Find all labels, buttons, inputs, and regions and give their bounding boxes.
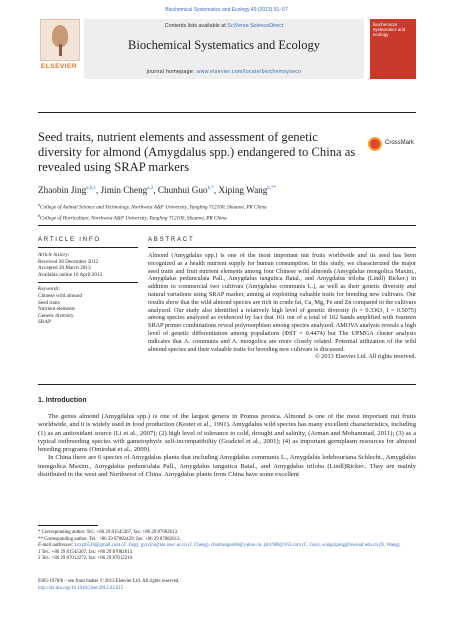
publisher-name: ELSEVIER [40,63,78,70]
intro-paragraph: In China there are 6 species of Amygdalus plants that including Amygdalus communis L., Amygdalus ledebouriana Schlecht., Amygdalus mongolica Maxim., Amygdalus pedunculata Pall., Amygdalus tangutica Batal., and Amygdalus triloba (Lindl)Ricker.. They are mainly distributed in the west and Northwest of China. Amygdalus plants from China have some excellent [38,454,416,479]
author-sup[interactable]: a,b,1 [86,185,96,191]
article-title: Seed traits, nutrient elements and assessment of genetic diversity for almond (Amygdalus spp.) endangered to China as revealed using SRAP markers [38,130,356,174]
info-separator [38,282,138,283]
footnote-corresponding-2: ** Corresponding author. Tel.: +86 29 87082429; fax: +86 29 87082613. [38,536,181,542]
email-addresses[interactable]: zxxjzb520@gmail.com (Z. Jing), gyzcjm@ms.iswc.ac.cn (J. Cheng), chunhuiguo66@yahoo.cn, jzb1980@163.com (C. Guo), wangxiping@nwsuaf.edu.cn (X. Wang). [74,543,401,548]
author-name[interactable]: Zhaobin Jing [38,185,87,195]
introduction-body [38,413,416,479]
footnote-2: 2 Tel.: +86 29 87012272; fax: +86 29 87012210. [38,556,134,561]
masthead-center [84,19,364,79]
footnote-emails: E-mail addresses: zxxjzb520@gmail.com (Z. Jing), gyzcjm@ms.iswc.ac.cn (J. Cheng), chunhuiguo66@yahoo.cn, jzb1980@163.com (C. Guo), wangxiping@nwsuaf.edu.cn (X. Wang). [38,543,401,548]
homepage-prefix: journal homepage: [146,69,197,75]
abstract-heading-rule [148,247,416,248]
crossmark-label: CrossMark [385,140,415,146]
footnote-1: 1 Tel.: +86 29 81545367; fax: +86 29 87082613. [38,549,134,555]
masthead-rule [38,112,416,113]
footnotes [38,530,416,563]
keywords-label: Keywords: [38,286,61,293]
info-heading-rule [38,247,138,248]
article-info-panel [38,252,138,326]
abstract-body [148,252,416,361]
elsevier-logo[interactable] [38,19,80,79]
sciencedirect-link[interactable]: SciVerse ScienceDirect [227,23,284,29]
keyword-item: Genetic diversity [38,312,74,319]
contents-prefix: Contents lists available at [164,23,228,29]
elsevier-tree-icon [40,19,80,61]
journal-homepage [84,69,364,75]
abstract-text: Almond (Amygdalus spp.) is one of the most important nut fruits worldwide and its seed has been recognized as a health nutrient supply for human consumption. In this study, we characterized the major seed traits and fruit nutrient elements among four Chinese wild almonds (Amygdalus mongolica Maxim., Amygdalus pedunculata Pall., Amygdalus tangutica Batal., and Amygdalus triloba (Lindl) Ricker.) in addition to commercial two cultivars (Amygdalus communis L.), as well as their genetic diversity and natural variations using SRAP marker, aiming at exploiting valuable traits for breeding new cultivars. Our results show that the wild almond species are rich in crude fat, Ca, Mg, Fe and Zn compared to the cultivars analyzed. Our study also identified a relatively high level of genetic diversity (h = 0.3363, I = 0.5075) among species analyzed as evidenced by fact that 161 out of a total of 162 bands amplified with fourteen SRAP primer combinations reveal polymorphism among species analyzed. AMOVA analysis reveals a high level of genetic differentiation among populations (ΦST = 0.4474) but The UPMGA cluster analysis indicates that A. communis and A. mongolica are more closely related. Potential utilization of the wild almond species and their valuable traits for breeding new cultivars is discussed. [148,252,416,353]
keyword-item: Nutrient elements [38,306,76,313]
author-sup[interactable]: b,* [207,185,214,191]
running-head[interactable]: Biochemical Systematics and Ecology 49 (2013) 51–57 [165,7,288,13]
journal-masthead [38,19,416,81]
history-label: Article history: [38,252,70,258]
author-name[interactable]: Xiping Wang [218,185,268,195]
journal-cover-thumbnail[interactable]: biochemical systematics and ecology [370,19,416,79]
history-received: Received 28 December 2012 [38,258,99,265]
author-name[interactable]: Jimin Cheng [100,185,148,195]
author-sup[interactable]: a,2 [147,185,154,191]
journal-title: Biochemical Systematics and Ecology [128,38,320,52]
introduction-heading: 1. Introduction [38,397,87,404]
affiliation-rule [38,225,416,226]
author-name[interactable]: Chunhui Guo [157,185,208,195]
keyword-item: Chinese wild almond [38,292,83,299]
footnote-rule [38,525,98,526]
footnote-corresponding-1: * Corresponding author. Tel.: +86 29 81545367; fax: +86 29 87082613. [38,530,179,535]
doi-link[interactable]: http://dx.doi.org/10.1016/j.bse.2013.03.015 [38,585,124,591]
author-list: Zhaobin Jing$^{a,b,1}$, Jimin Cheng$^{a,2}$, Chunhui Guo$^{b,*}$, Xiping Wang$^{b,**}$ [38,185,277,195]
history-online: Available online 10 April 2013 [38,271,103,278]
keyword-item: SRAP [38,319,51,326]
intro-paragraph: The genus almond (Amygdalus spp.) is one of the largest genera in Prunus persica. Almond is one of the most important nut fruits worldwide, and it is widely used in food production (Kester et al., 1991). Amygdalus wild species has many excellent characteristics, including (1) as an antioxidant source (Li et al., 2007); (2) high level of tolerance to cold, drought and salinity, (Arman and Mohammad, 2011); (3) as a typical outbreeding species with gametophytic self-incompatibility (Gradziel et al., 2001); (4) as important germplasm resources for almond breeding programs (Omirshat et al., 2009). [38,413,416,454]
article-info-heading: ARTICLE INFO [38,237,101,243]
contents-line [84,23,364,29]
crossmark-icon [368,137,382,151]
affiliation-a: $^a$College of Animal Science and Technology, Northwest A&F University, Yangling 712100, Shaanxi, PR China [38,202,267,211]
crossmark-badge[interactable] [368,136,414,156]
history-accepted: Accepted 30 March 2013 [38,265,91,272]
abstract-end-rule [38,384,416,385]
affiliation-b: $^b$College of Horticulture, Northwest A&F University, Yangling 712100, Shaanxi, PR China [38,212,227,222]
abstract-heading: ABSTRACT [148,237,195,243]
abstract-copyright: © 2013 Elsevier Ltd. All rights reserved. [315,353,416,361]
affiliations [38,201,267,222]
issn-block [38,579,416,592]
keyword-item: Seed traits [38,299,60,306]
author-sup[interactable]: b,** [267,185,277,191]
homepage-link[interactable]: www.elsevier.com/locate/biochemsyseco [196,69,302,75]
issn-line: 0305-1978/$ – see front matter © 2013 Elsevier Ltd. All rights reserved. [38,579,180,584]
